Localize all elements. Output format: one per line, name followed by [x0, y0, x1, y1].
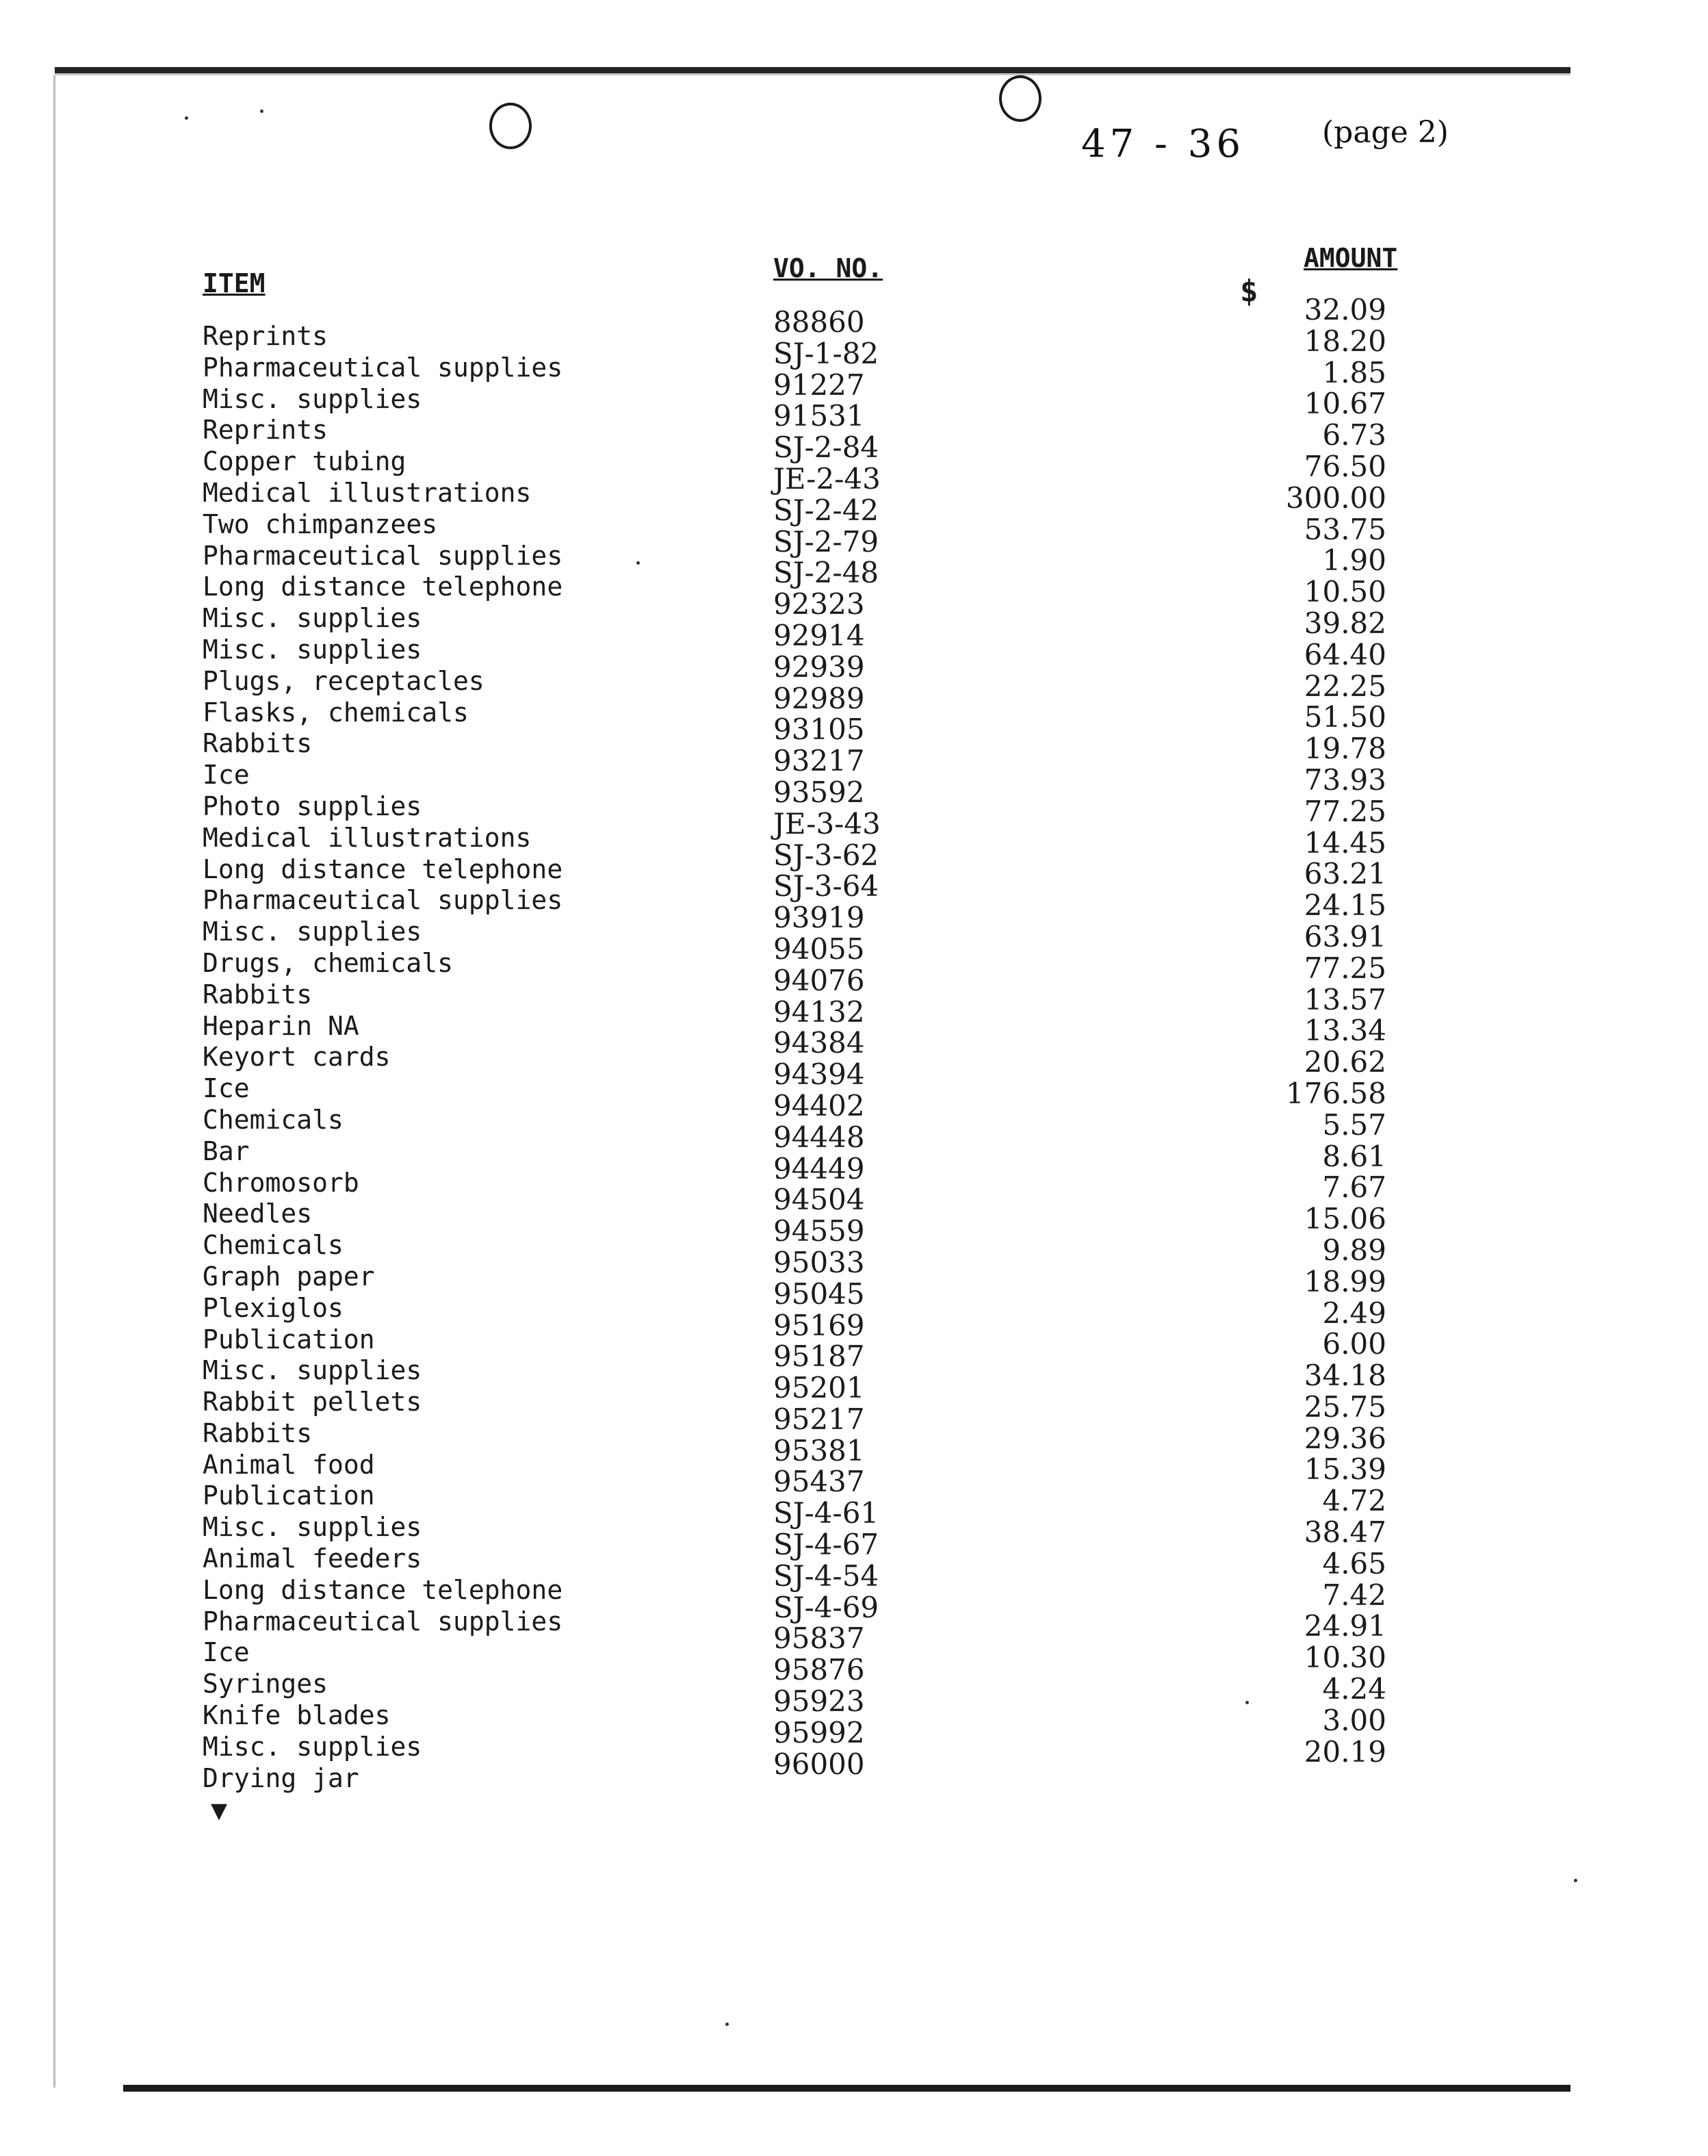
row-item: Animal feeders	[203, 1543, 422, 1574]
row-item: Medical illustrations	[203, 822, 532, 853]
handwritten-file-code: 47 - 36	[1081, 122, 1245, 166]
row-item: Copper tubing	[203, 446, 406, 477]
row-amount: 1.85	[1322, 355, 1386, 389]
top-rule-shadow	[55, 73, 1570, 75]
row-vo-number: 96000	[773, 1747, 865, 1781]
row-item: Chemicals	[203, 1230, 344, 1261]
row-vo-number: 88860	[773, 305, 865, 339]
row-amount: 64.40	[1304, 637, 1386, 671]
row-item: Graph paper	[203, 1261, 375, 1292]
bottom-rule	[123, 2085, 1570, 2092]
row-vo-number: 94394	[773, 1057, 865, 1092]
row-amount: 15.39	[1304, 1452, 1386, 1487]
row-item: Rabbits	[203, 1417, 313, 1448]
row-item: Knife blades	[203, 1700, 391, 1731]
row-amount: 300.00	[1286, 480, 1386, 515]
punch-hole-left	[489, 103, 532, 149]
row-amount: 1.90	[1322, 543, 1386, 578]
row-amount: 29.36	[1304, 1421, 1386, 1455]
row-vo-number: 94402	[773, 1088, 865, 1122]
row-item: Flasks, chemicals	[203, 697, 469, 728]
row-amount: 77.25	[1304, 951, 1386, 985]
row-amount: 10.50	[1304, 575, 1386, 609]
row-vo-number: 95033	[773, 1245, 865, 1279]
ledger-table	[0, 293, 1708, 1793]
row-vo-number: 95217	[773, 1402, 865, 1436]
row-vo-number: SJ-3-62	[773, 838, 879, 872]
row-amount: 24.91	[1304, 1609, 1386, 1643]
row-item: Plugs, receptacles	[203, 665, 484, 696]
row-item: Needles	[203, 1198, 313, 1229]
row-item: Misc. supplies	[203, 1731, 422, 1762]
row-vo-number: 93592	[773, 775, 865, 809]
row-amount: 15.06	[1304, 1202, 1386, 1236]
row-item: Animal food	[203, 1449, 375, 1480]
row-amount: 10.67	[1304, 387, 1386, 421]
row-amount: 6.00	[1322, 1327, 1386, 1361]
row-item: Chemicals	[203, 1104, 344, 1135]
row-vo-number: 95045	[773, 1276, 865, 1311]
row-amount: 3.00	[1322, 1703, 1386, 1737]
row-item: Misc. supplies	[203, 1355, 422, 1386]
row-item: Pharmaceutical supplies	[203, 540, 563, 571]
row-item: Long distance telephone	[203, 1574, 563, 1605]
row-item: Pharmaceutical supplies	[203, 885, 563, 916]
row-item: Misc. supplies	[203, 634, 422, 665]
row-item: Misc. supplies	[203, 383, 422, 414]
row-amount: 9.89	[1322, 1233, 1386, 1267]
row-vo-number: 94448	[773, 1120, 865, 1154]
row-item: Medical illustrations	[203, 477, 532, 508]
row-vo-number: SJ-4-54	[773, 1558, 879, 1593]
speck	[725, 2023, 729, 2026]
column-header-vo-no: VO. NO.	[773, 253, 883, 283]
row-vo-number: JE-3-43	[773, 806, 881, 840]
row-item: Keyort cards	[203, 1042, 391, 1073]
row-item: Rabbit pellets	[203, 1387, 422, 1417]
row-item: Long distance telephone	[203, 854, 563, 884]
row-vo-number: 91227	[773, 368, 865, 402]
row-vo-number: 95876	[773, 1653, 865, 1687]
row-amount: 39.82	[1304, 606, 1386, 640]
punch-hole-right	[999, 75, 1041, 122]
row-vo-number: 91531	[773, 399, 865, 433]
speck	[1574, 1879, 1577, 1882]
row-amount: 34.18	[1304, 1359, 1386, 1393]
row-amount: 24.15	[1304, 888, 1386, 923]
row-amount: 51.50	[1304, 700, 1386, 734]
row-item: Photo supplies	[203, 791, 422, 821]
row-item: Chromosorb	[203, 1167, 359, 1198]
row-item: Misc. supplies	[203, 603, 422, 634]
row-amount: 63.91	[1304, 919, 1386, 953]
row-amount: 13.34	[1304, 1014, 1386, 1048]
row-vo-number: 95437	[773, 1465, 865, 1499]
row-item: Syringes	[203, 1669, 328, 1699]
row-item: Rabbits	[203, 728, 313, 759]
row-amount: 76.50	[1304, 449, 1386, 483]
row-vo-number: SJ-2-48	[773, 556, 879, 590]
row-amount: 6.73	[1322, 418, 1386, 452]
row-amount: 10.30	[1304, 1641, 1386, 1675]
speck	[185, 116, 188, 120]
row-amount: 53.75	[1304, 512, 1386, 546]
row-vo-number: 93217	[773, 744, 865, 778]
row-item: Pharmaceutical supplies	[203, 352, 563, 383]
row-amount: 22.25	[1304, 669, 1386, 703]
row-item: Pharmaceutical supplies	[203, 1606, 563, 1637]
row-item: Long distance telephone	[203, 572, 563, 602]
row-amount: 25.75	[1304, 1389, 1386, 1424]
row-amount: 32.09	[1304, 293, 1386, 326]
row-vo-number: 94504	[773, 1183, 865, 1217]
row-amount: 18.20	[1304, 324, 1386, 358]
speck	[1245, 1701, 1249, 1704]
row-amount: 2.49	[1322, 1296, 1386, 1330]
row-item: Reprints	[203, 321, 328, 351]
row-amount: 18.99	[1304, 1264, 1386, 1298]
row-item: Bar	[203, 1135, 250, 1166]
row-amount: 7.67	[1322, 1170, 1386, 1205]
row-amount: 20.62	[1304, 1045, 1386, 1079]
row-vo-number: 92323	[773, 587, 865, 621]
row-item: Publication	[203, 1324, 375, 1355]
row-amount: 13.57	[1304, 982, 1386, 1016]
speck	[636, 561, 640, 565]
row-vo-number: 94076	[773, 963, 865, 997]
row-amount: 5.57	[1322, 1107, 1386, 1142]
row-amount: 176.58	[1286, 1076, 1386, 1110]
row-vo-number: SJ-4-61	[773, 1496, 879, 1530]
row-vo-number: 95837	[773, 1621, 865, 1656]
row-item: Reprints	[203, 415, 328, 446]
row-item: Misc. supplies	[203, 1512, 422, 1543]
row-item: Ice	[203, 760, 250, 791]
row-item: Publication	[203, 1480, 375, 1511]
row-vo-number: SJ-2-79	[773, 524, 879, 559]
row-amount: 4.65	[1322, 1546, 1386, 1580]
row-amount: 77.25	[1304, 794, 1386, 828]
row-vo-number: SJ-3-64	[773, 869, 879, 903]
row-vo-number: 95201	[773, 1371, 865, 1405]
row-vo-number: 93105	[773, 713, 865, 747]
row-amount: 73.93	[1304, 762, 1386, 797]
row-item: Ice	[203, 1073, 250, 1104]
row-item: Heparin NA	[203, 1010, 359, 1041]
row-amount: 4.72	[1322, 1484, 1386, 1518]
row-amount: 63.21	[1304, 857, 1386, 891]
row-vo-number: JE-2-43	[773, 461, 881, 496]
row-vo-number: 94384	[773, 1026, 865, 1060]
row-vo-number: 95992	[773, 1715, 865, 1749]
row-vo-number: 94559	[773, 1214, 865, 1248]
column-header-amount: AMOUNT	[1304, 243, 1398, 273]
row-vo-number: 94055	[773, 932, 865, 966]
row-vo-number: 92914	[773, 618, 865, 652]
speck	[260, 110, 263, 113]
row-amount: 7.42	[1322, 1578, 1386, 1612]
row-vo-number: SJ-4-67	[773, 1528, 879, 1562]
row-vo-number: 95187	[773, 1339, 865, 1374]
row-vo-number: 94132	[773, 994, 865, 1029]
row-amount: 4.24	[1322, 1672, 1386, 1706]
row-item: Drying jar	[203, 1762, 359, 1793]
row-vo-number: SJ-1-82	[773, 336, 879, 370]
row-item: Misc. supplies	[203, 916, 422, 947]
currency-symbol: $	[1240, 274, 1258, 309]
row-vo-number: 92939	[773, 650, 865, 684]
row-vo-number: SJ-2-42	[773, 493, 879, 527]
row-vo-number: 95169	[773, 1308, 865, 1342]
page-number-label: (page 2)	[1322, 115, 1449, 150]
row-vo-number: SJ-4-69	[773, 1590, 879, 1624]
row-vo-number: 95381	[773, 1433, 865, 1467]
row-amount: 14.45	[1304, 825, 1386, 860]
row-vo-number: 93919	[773, 901, 865, 935]
row-item: Two chimpanzees	[203, 509, 438, 539]
row-amount: 38.47	[1304, 1515, 1386, 1550]
top-rule	[55, 67, 1570, 73]
row-amount: 19.78	[1304, 732, 1386, 766]
row-amount: 20.19	[1304, 1734, 1386, 1769]
row-vo-number: SJ-2-84	[773, 431, 879, 465]
row-item: Drugs, chemicals	[203, 947, 454, 978]
end-mark: ▼	[211, 1795, 228, 1826]
row-vo-number: 94449	[773, 1151, 865, 1185]
row-item: Plexiglos	[203, 1292, 344, 1323]
row-item: Ice	[203, 1637, 250, 1668]
row-vo-number: 95923	[773, 1684, 865, 1719]
column-header-item: ITEM	[203, 268, 266, 298]
row-item: Rabbits	[203, 979, 313, 1010]
row-amount: 8.61	[1322, 1139, 1386, 1173]
row-vo-number: 92989	[773, 681, 865, 715]
